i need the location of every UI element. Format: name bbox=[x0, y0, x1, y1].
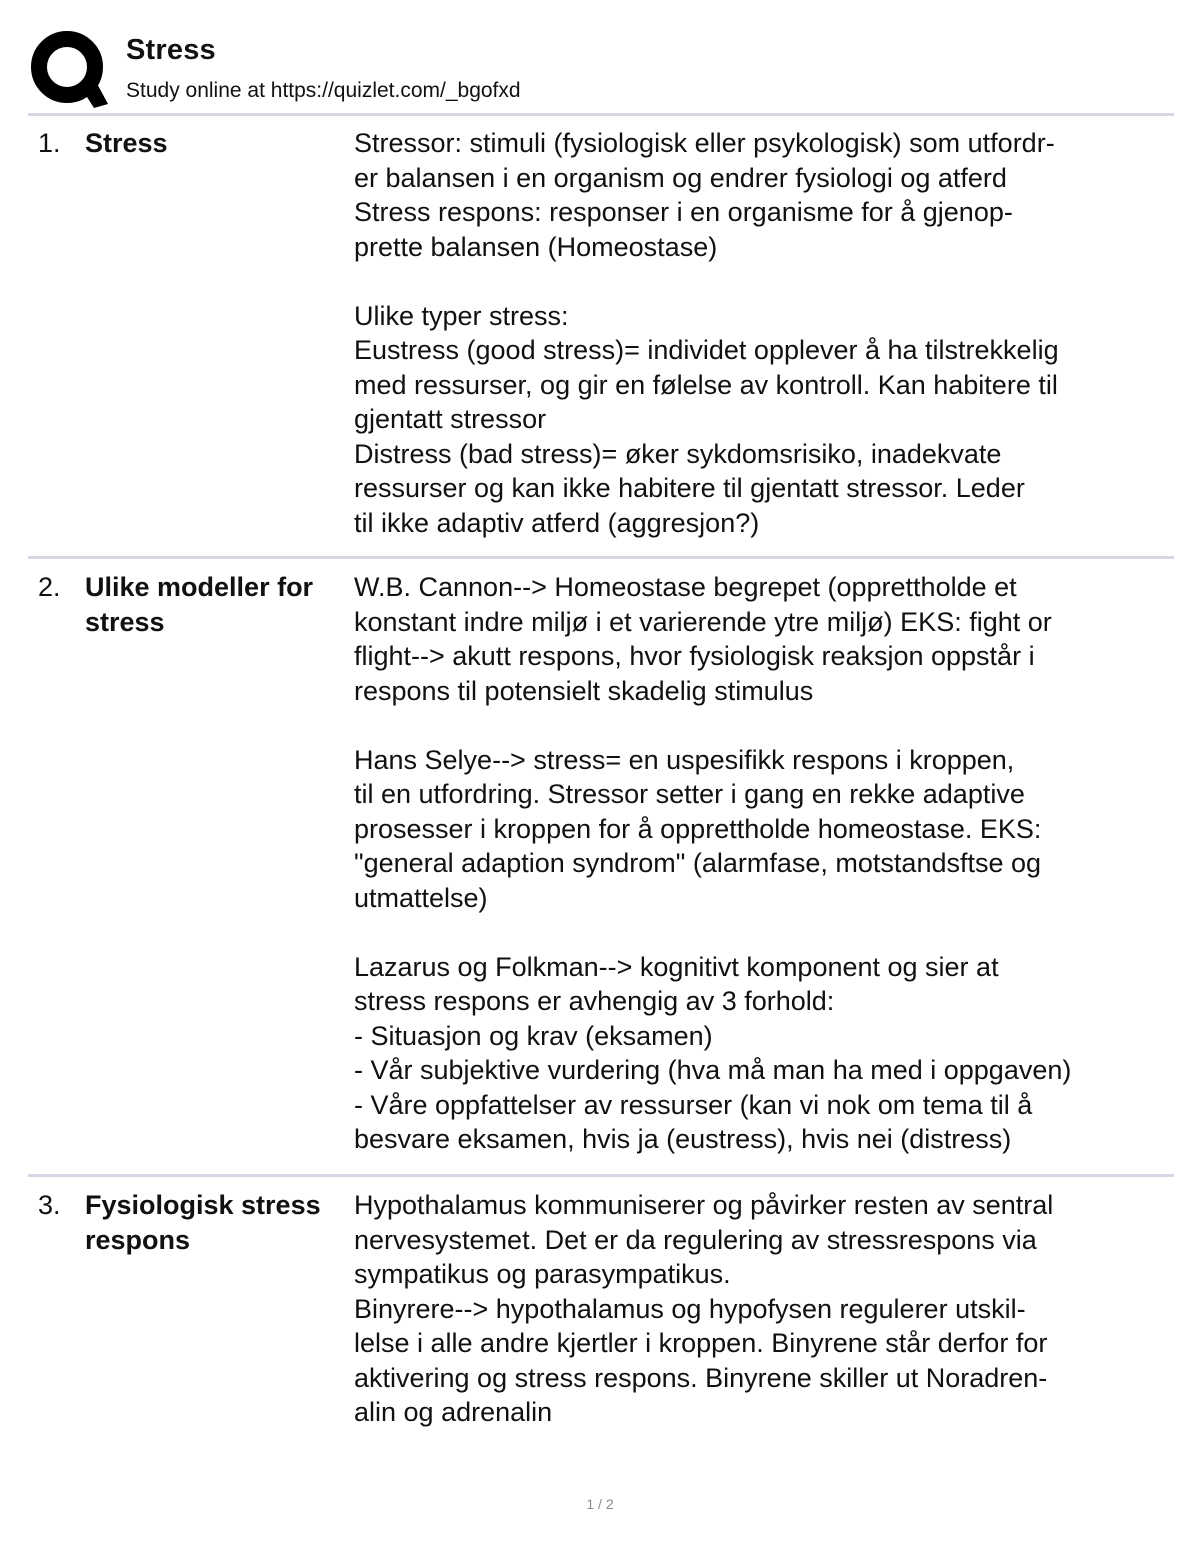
card-number: 3. bbox=[38, 1190, 61, 1220]
card-definition: Hypothalamus kommuniserer og påvirker resten av sentral nervesystemet. Det er da regulering av stressrespons via sympatikus og parasympatikus. Binyrere--> hypothalamus og hypofysen regulerer utskil- lelse i alle andre kjertler i kroppen. Binyrene står derfor for aktivering og stress respons. Binyrene skiller ut Noradren- alin og adrenalin bbox=[354, 1190, 1054, 1427]
page-indicator: 1 / 2 bbox=[586, 1496, 614, 1512]
document-title: Stress bbox=[126, 34, 216, 66]
divider bbox=[28, 556, 1174, 559]
card-term: Ulike modeller for stress bbox=[85, 572, 314, 637]
divider bbox=[28, 1174, 1174, 1177]
document-header bbox=[28, 28, 1178, 112]
card-definition: W.B. Cannon--> Homeostase begrepet (opprettholde et konstant indre miljø i et varierende ytre miljø) EKS: fight or flight--> akutt respons, hvor fysiologisk reaksjon oppstår i respons til potensielt skadelig stimulus Hans Selye--> stress= en uspesifikk respons i kroppen, til en utfordring. Stressor setter i gang en rekke adaptive prosesser i kroppen for å opprettholde homeostase. EKS: "general adaption syndrom" (alarmfase, motstandsftse og utmattelse) Lazarus og Folkman--> kognitivt komponent og sier at stress respons er avhengig av 3 forhold: - Situasjon og krav (eksamen) - Vår subjektive vurdering (hva må man ha med i oppgaven) - Våre oppfattelser av ressurser (kan vi nok om tema til å besvare eksamen, hvis ja (eustress), hvis nei (distress) bbox=[354, 572, 1072, 1154]
quizlet-q-logo-icon bbox=[30, 30, 110, 110]
card-term: Stress bbox=[85, 128, 168, 158]
study-online-link[interactable]: Study online at https://quizlet.com/_bgofxd bbox=[126, 79, 521, 102]
card-number: 2. bbox=[38, 572, 61, 602]
card-definition: Stressor: stimuli (fysiologisk eller psykologisk) som utfordr- er balansen i en organism og endrer fysiologi og atferd Stress respons: responser i en organisme for å gjenop- prette balansen (Homeostase) Ulike typer stress: Eustress (good stress)= individet opplever å ha tilstrekkelig med ressurser, og gir en følelse av kontroll. Kan habitere til gjentatt stressor Distress (bad stress)= øker sykdomsrisiko, inadekvate ressurser og kan ikke habitere til gjentatt stressor. Leder til ikke adaptiv atferd (aggresjon?) bbox=[354, 128, 1059, 538]
card-term: Fysiologisk stress respons bbox=[85, 1190, 321, 1255]
divider bbox=[28, 113, 1174, 116]
card-number: 1. bbox=[38, 128, 61, 158]
